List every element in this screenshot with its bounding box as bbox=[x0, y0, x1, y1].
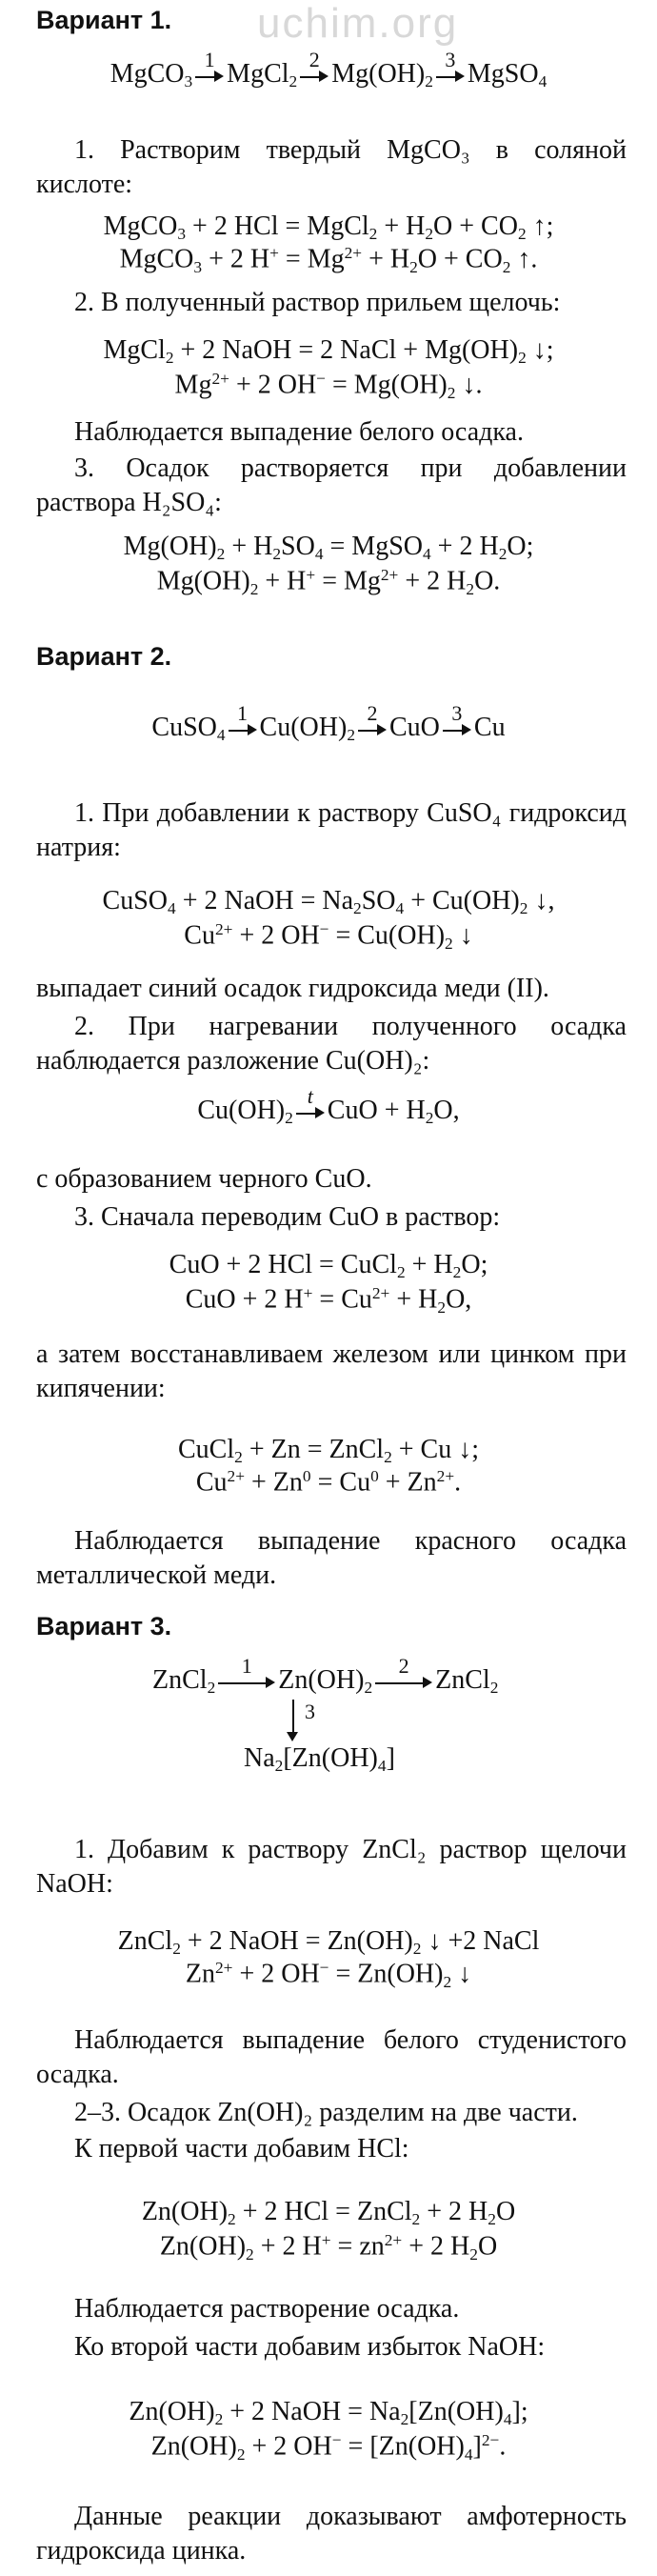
v3-eq3: $Zn(OH)_2 + 2$ HCl = ZnCl$_2$ + 2 $H_2O$ bbox=[141, 2197, 516, 2229]
v2-eq4: CuO + 2 HCl = CuCl$_2$ + $H_2O$; bbox=[169, 1250, 488, 1282]
v3-eq1: ZnCl$_2$ + 2 NaOH = $Zn(OH)_2$ ↓ +2 NaCl bbox=[117, 1926, 540, 1959]
v2-eq1: CuSO$_4$ + 2 NaOH = $Na_2SO_4 + Cu(OH)_2$ ↓, bbox=[102, 886, 555, 918]
v3-conclusion: Данные реакции доказывают амфотерность гидроксида цинка. bbox=[36, 2502, 627, 2566]
v3-part1-text: К первой части добавим HCl: bbox=[74, 2134, 409, 2163]
v1-eq2: MgCO$_3$ + 2 $H^+ = Mg^{2+} + H_2O + CO_2$ ↑. bbox=[119, 244, 538, 276]
v3-scheme: ZnCl$_2$ 1 $Zn(OH)_2$ 2 ZnCl$_2$ bbox=[152, 1653, 499, 1698]
v3-arrow-3-label: 3 bbox=[305, 1700, 315, 1723]
v2-observe: Наблюдается выпадение красного осадка металлической меди. bbox=[36, 1526, 627, 1590]
v1-observe: Наблюдается выпадение белого осадка. bbox=[74, 417, 524, 447]
v3-step1-text: 1. Добавим к раствору ZnCl₂ раствор щелочи NaOH: bbox=[36, 1835, 627, 1899]
v2-step1-text: 1. При добавлении к раствору CuSO₄ гидроксид натрия: bbox=[36, 798, 627, 862]
v1-eq3: MgCl$_2$ + 2 NaOH = 2 NaCl + $Mg(OH)_2$ ↓; bbox=[103, 335, 554, 368]
v3-step23-text: 2–3. Осадок Zn(OH)₂ разделим на две части. bbox=[74, 2098, 578, 2127]
v2-eq7: $Cu^{2+} + Zn^0 = Cu^0 + Zn^{2+}$. bbox=[195, 1467, 462, 1498]
v3-observe1: Наблюдается выпадение белого студенистого осадка. bbox=[36, 2025, 627, 2089]
v3-part2-text: Ко второй части добавим избыток NaOH: bbox=[74, 2332, 546, 2362]
watermark: uchim.org bbox=[257, 0, 459, 47]
v2-step1-result: выпадает синий осадок гидроксида меди (II). bbox=[36, 974, 549, 1003]
v2-step2-result: с образованием черного CuO. bbox=[36, 1164, 372, 1194]
v2-eq6: CuCl$_2$ + Zn = ZnCl$_2$ + Cu ↓; bbox=[177, 1435, 479, 1467]
v3-scheme-product: $Na_2[Zn(OH)_4]$ bbox=[244, 1743, 395, 1776]
variant-1-title: Вариант 1. bbox=[36, 6, 172, 34]
v1-eq4: $Mg^{2+} + 2$ $OH^- = Mg(OH)_2$ ↓. bbox=[174, 370, 483, 402]
v1-step2-text: 2. В полученный раствор прильем щелочь: bbox=[74, 288, 561, 317]
v1-step3-text: 3. Осадок растворяется при добавлении раствора H₂SO₄: bbox=[36, 453, 627, 517]
v1-eq5: $Mg(OH)_2 + H_2SO_4$ = MgSO$_4$ + 2 $H_2O$; bbox=[123, 532, 534, 564]
v3-eq6: $Zn(OH)_2 + 2$ $OH^- = [Zn(OH)_4]^{2-}$. bbox=[150, 2431, 507, 2464]
v3-eq4: $Zn(OH)_2 + 2$ $H^+ = zn^{2+} + 2$ $H_2O$ bbox=[159, 2231, 498, 2264]
v2-step2-text: 2. При нагревании полученного осадка наблюдается разложение Cu(OH)₂: bbox=[36, 1012, 627, 1076]
variant-3-title: Вариант 3. bbox=[36, 1612, 172, 1640]
v3-down-arrow bbox=[284, 1700, 303, 1741]
v2-eq2: $Cu^{2+} + 2$ $OH^- = Cu(OH)_2$ ↓ bbox=[184, 920, 473, 953]
v2-step3-text: 3. Сначала переводим CuO в раствор: bbox=[74, 1202, 501, 1232]
v2-step3-mid: а затем восстанавливаем железом или цинком при кипячении: bbox=[36, 1339, 627, 1403]
v1-step1-text: 1. Растворим твердый MgCO₃ в соляной кислоте: bbox=[36, 135, 627, 199]
v1-eq6: $Mg(OH)_2 + H^+ = Mg^{2+} + 2$ $H_2O$. bbox=[156, 566, 501, 598]
v1-scheme: MgCO$_3$ 1 MgCl$_2$ 2 $Mg(OH)_2$ 3 MgSO$_4$ bbox=[110, 47, 548, 91]
v2-eq5: CuO + 2 $H^+ = Cu^{2+} + H_2O$, bbox=[185, 1284, 472, 1317]
v3-observe2: Наблюдается растворение осадка. bbox=[74, 2294, 460, 2324]
variant-2-title: Вариант 2. bbox=[36, 642, 172, 671]
v1-eq1: MgCO$_3$ + 2 HCl = MgCl$_2$ + $H_2O + CO_2$ ↑; bbox=[103, 211, 554, 244]
v3-eq2: $Zn^{2+} + 2$ $OH^- = Zn(OH)_2$ ↓ bbox=[185, 1959, 472, 1991]
v2-eq3: $Cu(OH)_2$ t CuO + $H_2O$, bbox=[197, 1083, 460, 1128]
v2-scheme: CuSO$_4$ 1 $Cu(OH)_2$ 2 CuO 3 Cu bbox=[151, 700, 506, 745]
v3-eq5: $Zn(OH)_2 + 2$ NaOH = $Na_2[Zn(OH)_4]$; bbox=[129, 2397, 528, 2429]
